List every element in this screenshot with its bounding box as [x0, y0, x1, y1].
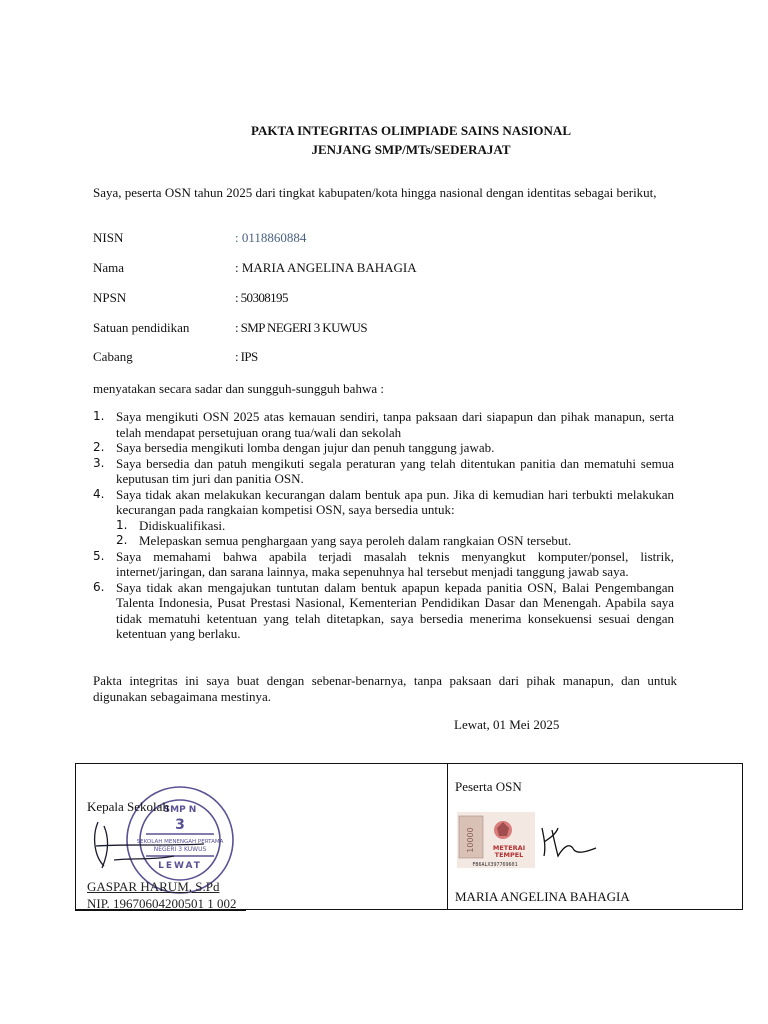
- headmaster-signature-cell: [76, 764, 447, 909]
- field-row-npsn: [93, 289, 653, 307]
- headmaster-signature-icon: [84, 816, 214, 876]
- field-row-nama: [93, 259, 653, 277]
- list-item-text: Saya mengikuti OSN 2025 atas kemauan sendiri, tanpa paksaan dari siapapun dan pihak manapun, serta telah mendapat persetujuan orang tua/wali dan sekolah: [116, 409, 674, 440]
- title-line-1: PAKTA INTEGRITAS OLIMPIADE SAINS NASIONAL: [250, 123, 571, 138]
- title-line-2: JENJANG SMP/MTs/SEDERAJAT: [311, 142, 511, 157]
- list-item-text: Melepaskan semua penghargaan yang saya peroleh dalam rangkaian OSN tersebut.: [139, 533, 572, 548]
- participant-signature-icon: [536, 824, 606, 864]
- list-item-text: Saya memahami bahwa apabila terjadi masalah teknis menyangkut komputer/ponsel, listrik, internet/jaringan, dan sarana lainnya, maka sepenuhnya hal tersebut menjadi tanggung jawab saya.: [116, 548, 674, 579]
- field-value: : 0118860884: [235, 230, 307, 245]
- nip-underline: [75, 904, 246, 911]
- list-item: [93, 580, 674, 642]
- list-number: 1.: [93, 409, 105, 423]
- statement: menyatakan secara sadar dan sungguh-sungguh bahwa :: [93, 381, 384, 396]
- list-number: 5.: [93, 548, 105, 563]
- meterai-label-2: TEMPEL: [494, 851, 524, 859]
- field-label: Nama: [93, 260, 125, 275]
- meterai-value: 10000: [466, 827, 475, 853]
- headmaster-title: Kepala Sekolah: [87, 799, 169, 814]
- stamp-line-1: SEKOLAH MENENGAH PERTAMA: [136, 839, 224, 845]
- list-item-text: Saya tidak akan melakukan kecurangan dalam bentuk apa pun. Jika di kemudian hari terbukti melakukan kecurangan pada rangkaian kompetisi OSN, saya bersedia untuk:: [116, 486, 674, 517]
- sub-list-item: [116, 518, 674, 534]
- intro-paragraph: Saya, peserta OSN tahun 2025 dari tingkat kabupaten/kota hingga nasional dengan identitas sebagai berikut,: [93, 185, 657, 200]
- field-label: NPSN: [93, 290, 127, 305]
- list-item: [93, 456, 674, 487]
- field-value: : 50308195: [235, 290, 288, 305]
- list-number: 6.: [93, 579, 105, 594]
- field-value: : SMP NEGERI 3 KUWUS: [235, 320, 367, 335]
- participant-signature-cell: [448, 764, 743, 909]
- meterai-stamp-icon: [457, 812, 537, 870]
- stamp-number: 3: [175, 817, 185, 833]
- field-row-satuan-pendidikan: [93, 319, 653, 337]
- sub-list-item: [116, 533, 674, 549]
- closing-paragraph: Pakta integritas ini saya buat dengan sebenar-benarnya, tanpa paksaan dari pihak manapun, dan untuk digunakan sebagaimana mestinya.: [93, 673, 677, 704]
- stamp-line-2: NEGERI 3 KUWUS: [153, 846, 207, 853]
- list-number: 2.: [93, 440, 105, 454]
- headmaster-nip: NIP. 19670604200501 1 002: [87, 896, 237, 911]
- list-number: 2.: [116, 533, 128, 547]
- meterai-serial: FB6ALX397769601: [472, 862, 518, 868]
- list-item-text: Didiskualifikasi.: [139, 517, 226, 533]
- list-item: [93, 549, 674, 580]
- list-number: 3.: [93, 455, 105, 470]
- list-number: 1.: [116, 517, 128, 532]
- participant-title: Peserta OSN: [455, 779, 522, 794]
- meterai-label-1: METERAI: [492, 844, 526, 852]
- list-item: [93, 409, 674, 440]
- field-label: Cabang: [93, 349, 133, 364]
- place-date: Lewat, 01 Mei 2025: [454, 717, 560, 732]
- field-label: Satuan pendidikan: [93, 320, 190, 335]
- participant-name: MARIA ANGELINA BAHAGIA: [455, 889, 630, 904]
- list-item: [93, 440, 674, 456]
- list-item-text: Saya bersedia mengikuti lomba dengan jujur dan penuh tanggung jawab.: [116, 440, 495, 455]
- page-title: [0, 121, 768, 159]
- headmaster-name: GASPAR HARUM, S.Pd: [87, 879, 220, 894]
- list-item-text: Saya tidak akan mengajukan tuntutan dalam bentuk apapun kepada panitia OSN, Balai Pengembangan Talenta Indonesia, Pusat Prestasi Nasional, Kementerian Pendidikan Dasar dan Menengah. Apabila saya tidak mematuhi ketentuan yang telah ditetapkan, saya bersedia menerima konsekuensi sesuai dengan ketentuan yang berlaku.: [116, 579, 674, 641]
- field-row-cabang: [93, 348, 653, 366]
- list-item: [93, 487, 674, 549]
- stamp-top-text: SMP N: [163, 805, 197, 815]
- list-item-text: Saya bersedia dan patuh mengikuti segala peraturan yang telah ditentukan panitia dan mematuhi semua keputusan tim juri dan panitia OSN.: [116, 455, 674, 486]
- stamp-bottom-text: LEWAT: [158, 861, 202, 871]
- rules-list: [93, 409, 674, 642]
- signature-table: [75, 763, 743, 910]
- field-value: : MARIA ANGELINA BAHAGIA: [235, 260, 417, 275]
- field-value: : IPS: [235, 349, 258, 364]
- field-row-nisn: [93, 229, 653, 247]
- field-label: NISN: [93, 230, 124, 245]
- list-number: 4.: [93, 486, 105, 501]
- sub-list: [116, 518, 674, 549]
